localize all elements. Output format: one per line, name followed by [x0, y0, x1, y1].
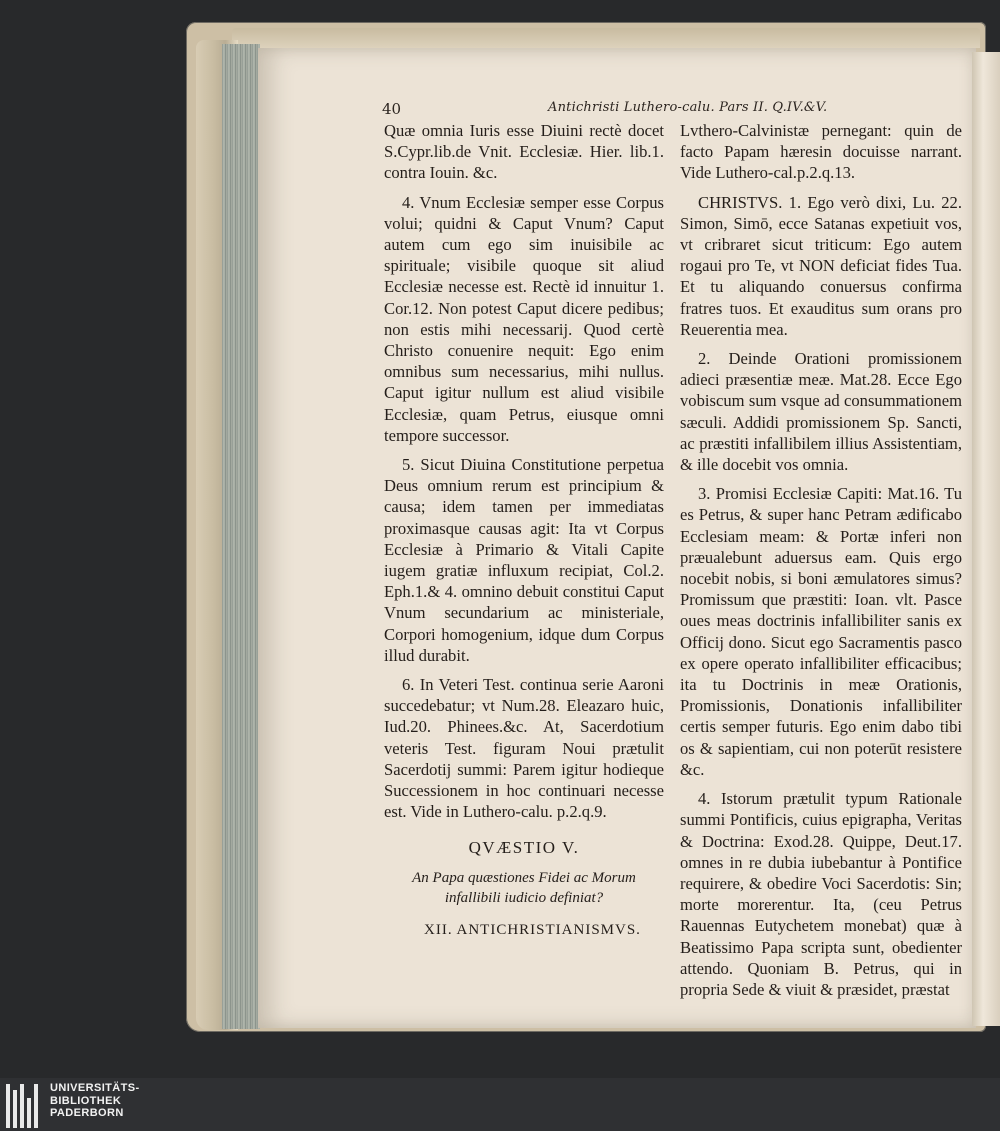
left-paragraph: 6. In Veteri Test. continua serie Aaroni succedebatur; vt Num.28. Eleazaro huic, Iud.20. Phinees.&c. At, Sacerdotium veteris Test. figuram Noui prætulit Sacerdotij summi: Parem igitur hodieque Successionem in hoc continuari necesse est. Vide in Luthero-calu. p.2.q.9. — [384, 675, 664, 822]
right-paragraph: Lvthero-Calvinistæ pernegant: quin de facto Papam hæresin docuisse narrant. Vide Luthero-cal.p.2.q.13. — [680, 121, 962, 183]
section-title: XII. ANTICHRISTIANISMVS. — [424, 921, 641, 938]
library-logo-icon — [6, 1084, 42, 1128]
book-top-edge — [232, 28, 980, 48]
question-heading: QVÆSTIO V. — [468, 837, 580, 857]
left-paragraph: 5. Sicut Diuina Constitutione perpetua Deus omnium rerum est principium & causa; idem tamen per immediatas proximasque causas agit: Ita vt Corpus Ecclesiæ à Primario & Vitali Capite iugem gratiæ influxum recipiat, Col.2. Eph.1.& 4. omnino debuit constitui Caput Vnum secundarium ac ministeriale, Corpori homogenium, idque dum Corpus illud durabit. — [384, 455, 664, 665]
library-logo-text — [50, 1082, 140, 1120]
question-subtitle: An Papa quæstiones Fidei ac Morum infallibili iudicio definiat? — [412, 869, 636, 906]
right-paragraph: 2. Deinde Orationi promissionem adieci præsentiæ meæ. Mat.28. Ecce Ego vobiscum sum vsque ad consummationem sæculi. Addidi promissionem Sp. Sancti, ac præstiti infallibilem illius Assistentiam, & ille docebit vos omnia. — [680, 349, 962, 475]
logo-line: BIBLIOTHEK — [50, 1094, 122, 1107]
running-title: Antichristi Luthero-calu. Pars II. Q.IV.&V. — [548, 100, 828, 115]
left-column — [384, 120, 664, 941]
right-column — [680, 120, 962, 1000]
left-paragraph: Quæ omnia Iuris esse Diuini rectè docet S.Cypr.lib.de Vnit. Ecclesiæ. Hier. lib.1. contra Iouin. &c. — [384, 121, 664, 183]
logo-line: PADERBORN — [50, 1107, 124, 1119]
gutter-edge — [972, 52, 1000, 1026]
page-number: 40 — [382, 100, 402, 118]
left-paragraph: 4. Vnum Ecclesiæ semper esse Corpus volui; quidni & Caput Vnum? Caput autem cum ego sim inuisibile ac spirituale; visibile quoque sit aliud Ecclesiæ necesse est. Rectè id innuitur 1. Cor.12. Non potest Caput dicere pedibus; non estis mihi necessarij. Quod certè Christo conuenire nequit: Ego enim omnibus sum necessarius, mihi nullus. Caput igitur nullum est aliud visibile Ecclesiæ, quam Petrus, eiusque omni tempore successor. — [384, 192, 664, 445]
page-stack — [222, 44, 260, 1029]
right-paragraph: 3. Promisi Ecclesiæ Capiti: Mat.16. Tu es Petrus, & super hanc Petram ædificabo Ecclesiam meam: & Portæ inferi non præualebunt aduersus eam. Quis ergo nocebit nobis, si boni æmulatores simus? Promissum que præstiti: Ioan. vlt. Pasce oues meas doctrinis infallibiliter sanis ex Officij dono. Sicut ego Sacramentis pasco ex opere operato infallibiliter efficacibus; ita tu Doctrinis in meæ Orationis, Promissionis, Donationis infallibiliter certis semper futuris. Ego enim dabo tibi os & sapientiam, cui non poterūt resistere &c. — [680, 484, 962, 779]
logo-line: UNIVERSITÄTS- — [50, 1082, 140, 1094]
right-paragraph: 4. Istorum prætulit typum Rationale summi Pontificis, cuius epigrapha, Veritas & Doctrina: Exod.28. Quippe, Deut.17. omnes in re dubia iubebantur à Pontifice requirere, & obedire Voci Sacerdotis: Sin; morte morerentur. Ita, (ceu Petrus Rauennas Eutychetem monebat) quæ à Beatissimo Papa scripta sunt, obedienter attendo. Quoniam B. Petrus, qui in propria Sede & viuit & præsidet, præstat — [680, 789, 962, 999]
right-paragraph: CHRISTVS. 1. Ego verò dixi, Lu. 22. Simon, Simō, ecce Satanas expetiuit vos, vt cribraret sicut triticum: Ego autem rogaui pro Te, vt NON deficiat fides Tua. Et tu aliquando conuersus confirma fratres tuos. Et exauditus sum orans pro Reuerentia mea. — [680, 192, 962, 339]
footer-bar — [0, 1078, 1000, 1131]
